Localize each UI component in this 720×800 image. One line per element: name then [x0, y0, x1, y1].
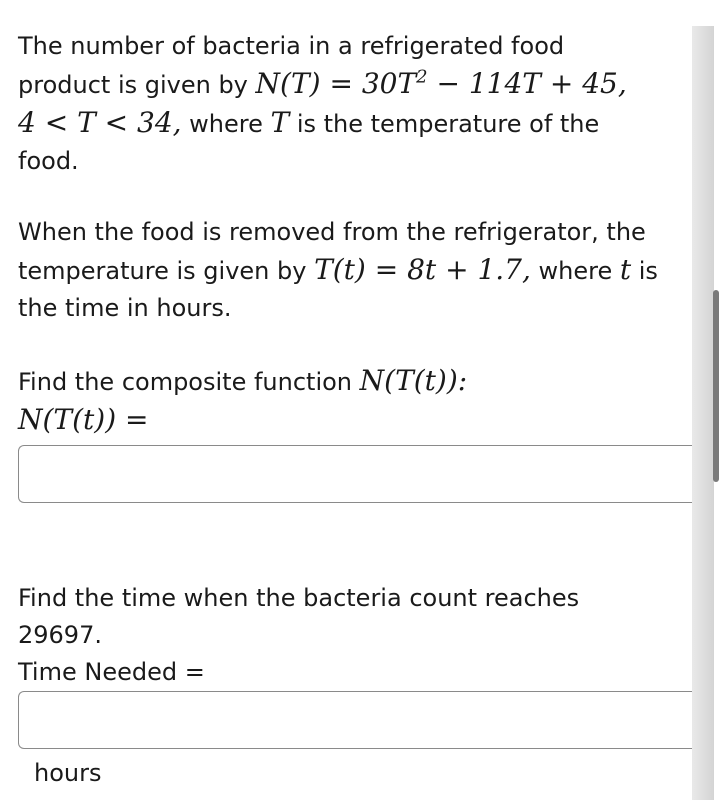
temperature-formula: T(t) = 8t + 1.7, — [314, 253, 531, 286]
time-variable: t — [619, 253, 632, 286]
temperature-variable: T — [270, 106, 290, 139]
time-needed-input[interactable] — [18, 691, 708, 749]
temp-line-3: the time in hours. — [18, 294, 232, 322]
problem-intro: The number of bacteria in a refrigerated food product is given by $N(T) = 30T^2 - 114T + 45$, 4 < T < 34, where T is the temperature of the food. — [18, 32, 627, 175]
intro-line-2: product is given by — [18, 71, 248, 99]
intro-line-4: food. — [18, 147, 79, 175]
time-units-label: hours — [34, 759, 102, 787]
composite-answer-label: N(T(t)) = — [18, 403, 149, 436]
temp-line-2: temperature is given by — [18, 257, 307, 285]
question-1-prompt: Find the composite function N(T(t)): N(T(t)) = — [18, 364, 468, 436]
temperature-description: When the food is removed from the refrigerator, the temperature is given by T(t) = 8t + 1.7, where t is the time in hours. — [18, 218, 658, 322]
domain-inequality: 4 < T < 34, — [18, 106, 182, 139]
bacteria-formula: $N(T) = 30T^2 - 114T + 45$, — [255, 66, 627, 100]
composite-function-input[interactable] — [18, 445, 708, 503]
temp-line-1: When the food is removed from the refrigerator, the — [18, 218, 646, 246]
question-2-prompt: Find the time when the bacteria count reaches 29697. Time Needed = — [18, 584, 580, 686]
question-content — [18, 0, 690, 800]
target-bacteria-count: 29697. — [18, 621, 102, 649]
vertical-scrollbar[interactable] — [713, 290, 719, 482]
intro-line-1: The number of bacteria in a refrigerated food — [18, 32, 565, 60]
time-needed-label: Time Needed = — [18, 658, 205, 686]
page-side-gutter — [692, 26, 714, 800]
composite-function-notation: N(T(t)): — [359, 364, 468, 397]
